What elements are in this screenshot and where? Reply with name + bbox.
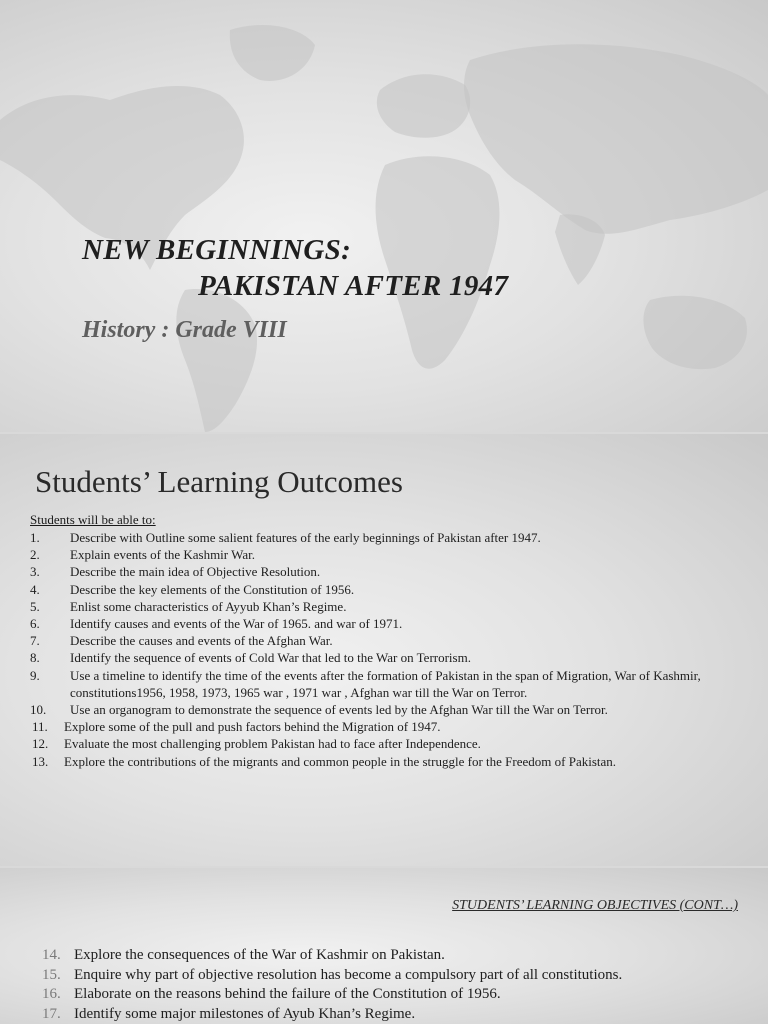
list-item (42, 966, 622, 986)
item-number: 6. (30, 616, 40, 632)
item-number: 4. (30, 581, 40, 597)
item-number: 8. (30, 650, 40, 666)
item-number: 9. (30, 667, 40, 683)
item-text: Explore some of the pull and push factors behind the Migration of 1947. (64, 719, 441, 735)
item-number: 1. (30, 530, 40, 545)
item-number: 16. (42, 986, 61, 1002)
learning-outcomes-intro: Students will be able to: (30, 512, 156, 527)
list-item (30, 735, 735, 752)
list-item (42, 1005, 622, 1024)
list-item (30, 563, 735, 580)
list-item (30, 667, 735, 701)
item-text: Use a timeline to identify the time of the events after the formation of Pakistan in the span of Migration, War of Kashmir, constitutions1956, 1958, 1973, 1965 war , 1971 war , Afghan war till the War on Terror. (70, 667, 701, 700)
list-item (30, 753, 735, 770)
item-text: Explain events of the Kashmir War. (70, 547, 256, 563)
item-number: 7. (30, 633, 40, 649)
item-text: Describe the causes and events of the Afghan War. (70, 633, 333, 649)
item-text: Explore the consequences of the War of Kashmir on Pakistan. (74, 947, 445, 963)
item-number: 3. (30, 564, 40, 580)
list-item (30, 649, 735, 666)
item-number: 11. (32, 719, 48, 735)
learning-outcomes-heading: Students’ Learning Outcomes (35, 464, 403, 499)
list-item (30, 718, 735, 735)
item-text: Elaborate on the reasons behind the failure of the Constitution of 1956. (74, 986, 501, 1002)
learning-outcomes-list (30, 529, 735, 770)
world-map-background (0, 0, 768, 432)
list-item (30, 615, 735, 632)
item-text: Identify the sequence of events of Cold War that led to the War on Terrorism. (70, 650, 471, 666)
learning-objectives-cont-slide (0, 868, 768, 1024)
item-text: Identify some major milestones of Ayub Khan’s Regime. (74, 1005, 416, 1022)
item-number: 10. (30, 702, 47, 718)
item-number: 17. (42, 1005, 61, 1022)
learning-objectives-list (42, 946, 622, 1024)
item-text: Evaluate the most challenging problem Pakistan had to face after Independence. (64, 736, 481, 752)
title-slide (0, 0, 768, 432)
list-item (30, 632, 735, 649)
item-text: Describe the main idea of Objective Resolution. (70, 564, 321, 580)
list-item (42, 946, 622, 966)
item-text: Enlist some characteristics of Ayyub Khan’s Regime. (70, 598, 347, 614)
title-line-1: NEW BEGINNINGS: (82, 234, 352, 266)
item-text: Explore the contributions of the migrants and common people in the struggle for the Freedom of Pakistan. (64, 753, 617, 769)
list-item (30, 581, 735, 598)
item-text: Enquire why part of objective resolution has become a compulsory part of all constitutions. (74, 966, 623, 983)
subtitle: History : Grade VIII (82, 317, 287, 343)
learning-outcomes-slide (0, 434, 768, 866)
item-text: Describe with Outline some salient features of the early beginnings of Pakistan after 1947. (70, 530, 541, 545)
title-line-2: PAKISTAN AFTER 1947 (198, 270, 509, 302)
learning-objectives-cont-heading: STUDENTS’ LEARNING OBJECTIVES (CONT…) (452, 898, 738, 913)
item-text: Identify causes and events of the War of 1965. and war of 1971. (70, 616, 403, 632)
list-item (30, 701, 735, 718)
list-item (30, 598, 735, 615)
list-item (30, 529, 735, 546)
item-number: 15. (42, 966, 61, 983)
item-number: 14. (42, 947, 61, 963)
item-number: 13. (32, 753, 49, 769)
list-item (42, 985, 622, 1005)
item-number: 2. (30, 547, 40, 563)
item-number: 5. (30, 598, 40, 614)
item-number: 12. (32, 736, 49, 752)
item-text: Describe the key elements of the Constitution of 1956. (70, 581, 355, 597)
list-item (30, 546, 735, 563)
item-text: Use an organogram to demonstrate the sequence of events led by the Afghan War till the War on Terror. (70, 702, 608, 718)
